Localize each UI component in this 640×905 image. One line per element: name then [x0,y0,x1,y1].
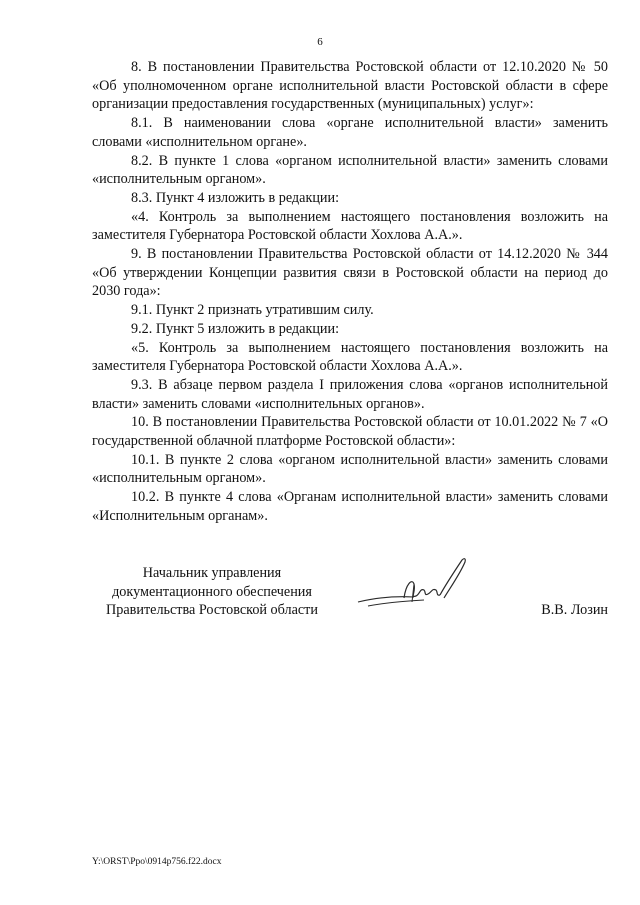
handwritten-signature-icon [354,554,474,616]
file-path-footer: Y:\ORST\Ppo\0914p756.f22.docx [92,857,222,867]
signatory-name: В.В. Лозин [541,602,608,618]
paragraph-8-3-quote: «4. Контроль за выполнением настоящего постановления возложить на заместителя Губернатора Ростовской области Хохлова А.А.». [92,208,608,244]
paragraph-10: 10. В постановлении Правительства Ростовской области от 10.01.2022 № 7 «О государственной облачной платформе Ростовской области»: [92,414,608,450]
paragraph-9-2-quote: «5. Контроль за выполнением настоящего постановления возложить на заместителя Губернатора Ростовской области Хохлова А.А.». [92,339,608,375]
page-number: 6 [317,36,323,48]
paragraph-9-1: 9.1. Пункт 2 признать утратившим силу. [131,302,374,319]
paragraph-10-2: 10.2. В пункте 4 слова «Органам исполнительной власти» заменить словами «Исполнительным органам». [92,489,608,524]
paragraph-9-3: 9.3. В абзаце первом раздела I приложения слова «органов исполнительной власти» заменить словами «исполнительных органов». [92,376,608,412]
signatory-title [92,564,332,620]
paragraph-10-1: 10.1. В пункте 2 слова «органом исполнительной власти» заменить словами «исполнительным органом». [92,451,608,487]
document-body [92,58,608,526]
signatory-title-line-2: документационного обеспечения [112,583,312,600]
signatory-title-line-3: Правительства Ростовской области [106,602,318,619]
paragraph-8-2: 8.2. В пункте 1 слова «органом исполнительной власти» заменить словами «исполнительным органом». [92,152,608,188]
signature-block [92,564,608,624]
paragraph-8-3: 8.3. Пункт 4 изложить в редакции: [131,189,340,206]
paragraph-8: 8. В постановлении Правительства Ростовской области от 12.10.2020 № 50 «Об уполномоченном органе исполнительной власти Ростовской области в сфере организации предоставления государственных (муниципальных) услуг»: [92,59,608,113]
paragraph-8-1: 8.1. В наименовании слова «органе исполнительной власти» заменить словами «исполнительном органе». [92,115,608,150]
paragraph-9-2: 9.2. Пункт 5 изложить в редакции: [131,320,340,337]
signatory-title-line-1: Начальник управления [142,565,282,581]
paragraph-9: 9. В постановлении Правительства Ростовской области от 14.12.2020 № 344 «Об утверждении Концепции развития связи в Ростовской области на период до 2030 года»: [92,246,608,300]
